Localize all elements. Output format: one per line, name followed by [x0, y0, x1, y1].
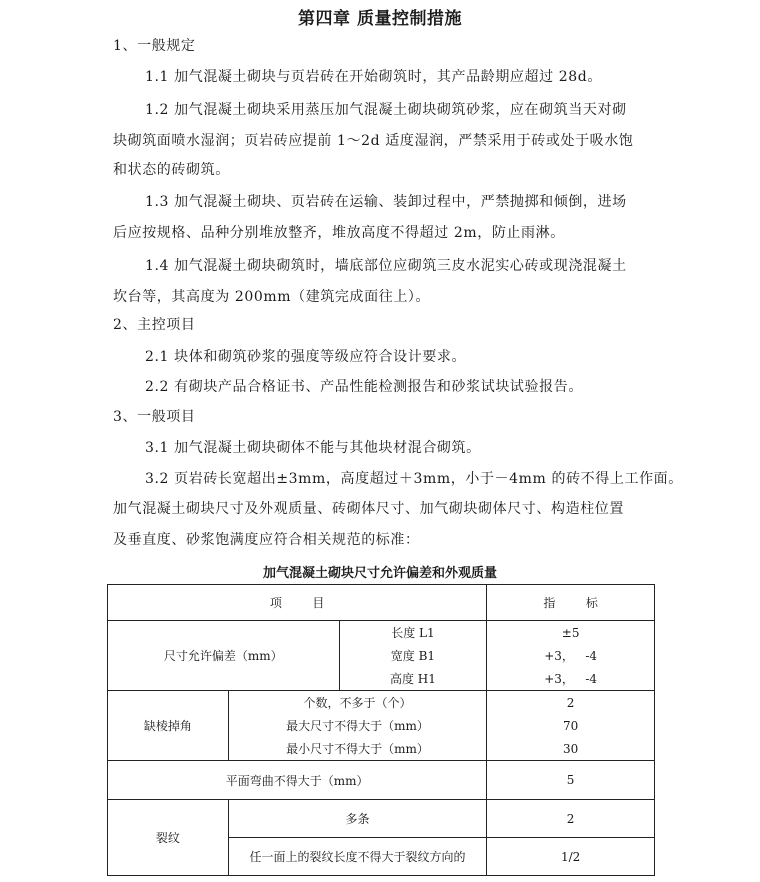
crack-row-name: 多条 — [228, 800, 486, 838]
table-header-row — [108, 585, 655, 621]
size-row-name: 宽度 B1 — [339, 644, 487, 667]
crack-row-value: 1/2 — [487, 838, 655, 876]
size-row-value: +3， -4 — [487, 644, 655, 667]
table-row — [108, 691, 655, 715]
paragraph-line: 1.1 加气混凝土砌块与页岩砖在开始砌筑时，其产品龄期应超过 28d。 — [145, 69, 602, 85]
flat-bend-value: 5 — [487, 761, 655, 800]
header-index-cell: 指 标 — [487, 585, 655, 621]
paragraph-line: 和状态的砖砌筑。 — [113, 162, 230, 178]
paragraph-line: 2.2 有砌块产品合格证书、产品性能检测报告和砂浆试块试验报告。 — [145, 379, 583, 395]
paragraph-line: 后应按规格、品种分别堆放整齐，堆放高度不得超过 2m，防止雨淋。 — [113, 225, 565, 241]
chapter-title: 第四章 质量控制措施 — [298, 9, 462, 29]
size-row-name: 高度 H1 — [339, 667, 487, 691]
corner-row-name: 最大尺寸不得大于（mm） — [228, 714, 486, 737]
paragraph-line: 及垂直度、砂浆饱满度应符合相关规范的标准： — [113, 532, 420, 548]
size-row-value: +3， -4 — [487, 667, 655, 691]
header-item-cell: 项 目 — [108, 585, 487, 621]
paragraph-line: 3.1 加气混凝土砌块砌体不能与其他块材混合砌筑。 — [145, 440, 481, 456]
paragraph-line: 坎台等，其高度为 200mm（建筑完成面往上）。 — [113, 289, 431, 305]
size-deviation-label: 尺寸允许偏差（mm） — [108, 621, 340, 691]
corner-row-value: 70 — [487, 714, 655, 737]
table-caption: 加气混凝土砌块尺寸允许偏差和外观质量 — [262, 566, 497, 581]
corner-row-value: 30 — [487, 737, 655, 761]
paragraph-line: 1.4 加气混凝土砌块砌筑时，墙底部位应砌筑三皮水泥实心砖或现浇混凝土 — [145, 258, 627, 274]
paragraph-line: 块砌筑面喷水湿润；页岩砖应提前 1～2d 适度湿润，严禁采用于砖或处于吸水饱 — [113, 133, 634, 149]
paragraph-line: 1.3 加气混凝土砌块、页岩砖在运输、装卸过程中，严禁抛掷和倾倒，进场 — [145, 194, 627, 210]
table-row — [108, 621, 655, 645]
paragraph-line: 2.1 块体和砌筑砂浆的强度等级应符合设计要求。 — [145, 349, 467, 365]
section-heading: 2、主控项目 — [113, 317, 196, 333]
size-row-value: ±5 — [487, 621, 655, 645]
table-row — [108, 800, 655, 838]
crack-label: 裂纹 — [108, 800, 229, 876]
corner-row-name: 个数，不多于（个） — [228, 691, 486, 715]
section-heading: 1、一般规定 — [113, 38, 196, 54]
corner-defect-label: 缺棱掉角 — [108, 691, 229, 761]
quality-table — [107, 584, 655, 876]
flat-bend-name: 平面弯曲不得大于（mm） — [108, 761, 487, 800]
paragraph-line: 3.2 页岩砖长宽超出±3mm，高度超过＋3mm，小于－4mm 的砖不得上工作面。 — [145, 471, 683, 487]
section-heading: 3、一般项目 — [113, 409, 196, 425]
crack-row-name: 任一面上的裂纹长度不得大于裂纹方向的 — [228, 838, 486, 876]
corner-row-name: 最小尺寸不得大于（mm） — [228, 737, 486, 761]
crack-row-value: 2 — [487, 800, 655, 838]
size-row-name: 长度 L1 — [339, 621, 487, 645]
paragraph-line: 加气混凝土砌块尺寸及外观质量、砖砌体尺寸、加气砌块砌体尺寸、构造柱位置 — [113, 501, 624, 517]
paragraph-line: 1.2 加气混凝土砌块采用蒸压加气混凝土砌块砌筑砂浆，应在砌筑当天对砌 — [145, 102, 627, 118]
corner-row-value: 2 — [487, 691, 655, 715]
table-row — [108, 761, 655, 800]
